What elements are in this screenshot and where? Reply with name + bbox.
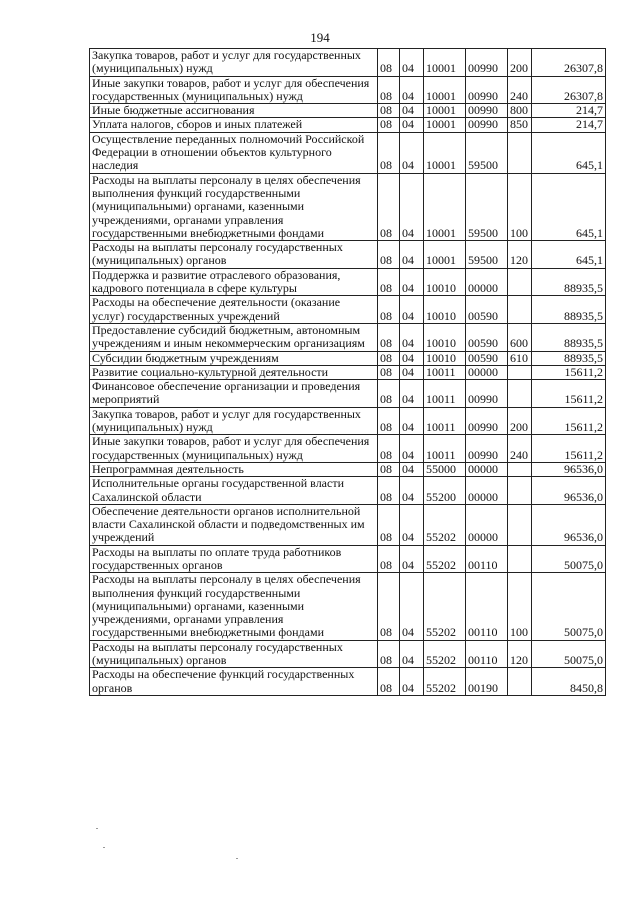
row-subsection-cell: 04: [400, 268, 424, 296]
row-direction-code-cell: 00990: [466, 435, 508, 463]
row-program-code-cell: 10011: [424, 435, 466, 463]
row-expense-type-cell: [508, 365, 532, 379]
row-direction-code-cell: 00110: [466, 573, 508, 640]
row-name-cell: Непрограммная деятельность: [90, 462, 378, 476]
row-amount-cell: 96536,0: [532, 504, 606, 545]
table-row: [90, 477, 606, 505]
row-section-cell: 08: [378, 173, 400, 240]
row-direction-code-cell: 00000: [466, 268, 508, 296]
row-program-code-cell: 10001: [424, 76, 466, 104]
row-amount-cell: 50075,0: [532, 640, 606, 668]
row-subsection-cell: 04: [400, 76, 424, 104]
row-amount-cell: 645,1: [532, 132, 606, 173]
row-program-code-cell: 10011: [424, 407, 466, 435]
row-subsection-cell: 04: [400, 477, 424, 505]
row-section-cell: 08: [378, 407, 400, 435]
row-amount-cell: 88935,5: [532, 296, 606, 324]
row-section-cell: 08: [378, 104, 400, 118]
row-expense-type-cell: [508, 462, 532, 476]
row-amount-cell: 15611,2: [532, 365, 606, 379]
row-amount-cell: 50075,0: [532, 545, 606, 573]
row-section-cell: 08: [378, 132, 400, 173]
row-direction-code-cell: 00990: [466, 118, 508, 132]
row-program-code-cell: 55202: [424, 668, 466, 696]
row-direction-code-cell: 00590: [466, 351, 508, 365]
row-subsection-cell: 04: [400, 668, 424, 696]
table-row: [90, 241, 606, 269]
table-row: [90, 323, 606, 351]
row-amount-cell: 96536,0: [532, 462, 606, 476]
row-name-cell: Расходы на выплаты персоналу государственных (муниципальных) органов: [90, 241, 378, 269]
row-expense-type-cell: [508, 504, 532, 545]
table-row: [90, 118, 606, 132]
row-amount-cell: 15611,2: [532, 380, 606, 408]
row-subsection-cell: 04: [400, 173, 424, 240]
row-name-cell: Расходы на выплаты персоналу в целях обеспечения выполнения функций государственными (муниципальными) органами, казенными учреждениями, органами управления государственными внебюджетными фондами: [90, 573, 378, 640]
row-program-code-cell: 10001: [424, 49, 466, 77]
row-direction-code-cell: 00190: [466, 668, 508, 696]
row-subsection-cell: 04: [400, 435, 424, 463]
row-amount-cell: 26307,8: [532, 76, 606, 104]
table-row: [90, 351, 606, 365]
row-section-cell: 08: [378, 296, 400, 324]
table-row: [90, 435, 606, 463]
scan-speck: [96, 828, 98, 829]
row-section-cell: 08: [378, 365, 400, 379]
row-section-cell: 08: [378, 118, 400, 132]
row-name-cell: Иные бюджетные ассигнования: [90, 104, 378, 118]
row-direction-code-cell: 59500: [466, 132, 508, 173]
row-section-cell: 08: [378, 573, 400, 640]
row-program-code-cell: 10001: [424, 241, 466, 269]
row-direction-code-cell: 00990: [466, 49, 508, 77]
page-number: 194: [310, 30, 330, 45]
row-section-cell: 08: [378, 668, 400, 696]
row-program-code-cell: 10011: [424, 365, 466, 379]
row-section-cell: 08: [378, 477, 400, 505]
row-expense-type-cell: 240: [508, 435, 532, 463]
row-program-code-cell: 10010: [424, 268, 466, 296]
budget-table-body: [90, 49, 606, 696]
budget-table: [89, 48, 606, 696]
row-subsection-cell: 04: [400, 545, 424, 573]
row-expense-type-cell: 100: [508, 173, 532, 240]
row-program-code-cell: 10010: [424, 351, 466, 365]
row-expense-type-cell: [508, 132, 532, 173]
row-name-cell: Иные закупки товаров, работ и услуг для обеспечения государственных (муниципальных) нужд: [90, 76, 378, 104]
table-row: [90, 407, 606, 435]
scan-speck: [236, 858, 238, 859]
row-name-cell: Расходы на обеспечение деятельности (оказание услуг) государственных учреждений: [90, 296, 378, 324]
row-expense-type-cell: 200: [508, 49, 532, 77]
row-expense-type-cell: 120: [508, 241, 532, 269]
table-row: [90, 545, 606, 573]
row-section-cell: 08: [378, 49, 400, 77]
row-subsection-cell: 04: [400, 296, 424, 324]
row-subsection-cell: 04: [400, 380, 424, 408]
table-row: [90, 76, 606, 104]
row-name-cell: Исполнительные органы государственной власти Сахалинской области: [90, 477, 378, 505]
row-direction-code-cell: 00990: [466, 380, 508, 408]
row-amount-cell: 645,1: [532, 173, 606, 240]
row-subsection-cell: 04: [400, 504, 424, 545]
row-name-cell: Финансовое обеспечение организации и проведения мероприятий: [90, 380, 378, 408]
row-direction-code-cell: 00110: [466, 545, 508, 573]
row-expense-type-cell: 200: [508, 407, 532, 435]
row-name-cell: Расходы на обеспечение функций государственных органов: [90, 668, 378, 696]
table-row: [90, 132, 606, 173]
row-subsection-cell: 04: [400, 132, 424, 173]
row-program-code-cell: 10001: [424, 118, 466, 132]
row-expense-type-cell: 850: [508, 118, 532, 132]
row-direction-code-cell: 00590: [466, 323, 508, 351]
row-section-cell: 08: [378, 640, 400, 668]
row-direction-code-cell: 00990: [466, 104, 508, 118]
row-expense-type-cell: [508, 668, 532, 696]
row-direction-code-cell: 00000: [466, 462, 508, 476]
row-program-code-cell: 55202: [424, 545, 466, 573]
row-program-code-cell: 10011: [424, 380, 466, 408]
row-section-cell: 08: [378, 462, 400, 476]
table-row: [90, 573, 606, 640]
row-subsection-cell: 04: [400, 407, 424, 435]
row-program-code-cell: 55202: [424, 573, 466, 640]
row-amount-cell: 88935,5: [532, 323, 606, 351]
row-direction-code-cell: 00990: [466, 76, 508, 104]
row-name-cell: Обеспечение деятельности органов исполнительной власти Сахалинской области и подведомственных им учреждений: [90, 504, 378, 545]
row-section-cell: 08: [378, 76, 400, 104]
row-name-cell: Осуществление переданных полномочий Российской Федерации в отношении объектов культурного наследия: [90, 132, 378, 173]
row-section-cell: 08: [378, 504, 400, 545]
row-name-cell: Поддержка и развитие отраслевого образования, кадрового потенциала в сфере культуры: [90, 268, 378, 296]
row-subsection-cell: 04: [400, 241, 424, 269]
row-program-code-cell: 10010: [424, 323, 466, 351]
table-row: [90, 668, 606, 696]
row-section-cell: 08: [378, 435, 400, 463]
row-direction-code-cell: 00000: [466, 365, 508, 379]
row-subsection-cell: 04: [400, 118, 424, 132]
row-name-cell: Закупка товаров, работ и услуг для государственных (муниципальных) нужд: [90, 49, 378, 77]
row-subsection-cell: 04: [400, 640, 424, 668]
row-amount-cell: 88935,5: [532, 268, 606, 296]
row-name-cell: Расходы на выплаты персоналу в целях обеспечения выполнения функций государственными (муниципальными) органами, казенными учреждениями, органами управления государственными внебюджетными фондами: [90, 173, 378, 240]
row-name-cell: Иные закупки товаров, работ и услуг для обеспечения государственных (муниципальных) нужд: [90, 435, 378, 463]
row-name-cell: Расходы на выплаты персоналу государственных (муниципальных) органов: [90, 640, 378, 668]
table-row: [90, 365, 606, 379]
row-expense-type-cell: 600: [508, 323, 532, 351]
row-program-code-cell: 55200: [424, 477, 466, 505]
row-expense-type-cell: 610: [508, 351, 532, 365]
row-amount-cell: 50075,0: [532, 573, 606, 640]
row-expense-type-cell: [508, 477, 532, 505]
row-direction-code-cell: 00590: [466, 296, 508, 324]
row-amount-cell: 8450,8: [532, 668, 606, 696]
row-subsection-cell: 04: [400, 462, 424, 476]
row-direction-code-cell: 00000: [466, 504, 508, 545]
row-expense-type-cell: 800: [508, 104, 532, 118]
table-row: [90, 104, 606, 118]
row-expense-type-cell: 240: [508, 76, 532, 104]
row-program-code-cell: 55202: [424, 504, 466, 545]
row-program-code-cell: 10001: [424, 104, 466, 118]
row-subsection-cell: 04: [400, 104, 424, 118]
row-name-cell: Развитие социально-культурной деятельности: [90, 365, 378, 379]
row-direction-code-cell: 59500: [466, 241, 508, 269]
row-name-cell: Субсидии бюджетным учреждениям: [90, 351, 378, 365]
row-amount-cell: 88935,5: [532, 351, 606, 365]
row-subsection-cell: 04: [400, 573, 424, 640]
row-expense-type-cell: [508, 380, 532, 408]
table-row: [90, 296, 606, 324]
row-amount-cell: 214,7: [532, 104, 606, 118]
row-section-cell: 08: [378, 268, 400, 296]
row-section-cell: 08: [378, 545, 400, 573]
row-subsection-cell: 04: [400, 323, 424, 351]
row-name-cell: Предоставление субсидий бюджетным, автономным учреждениям и иным некоммерческим организациям: [90, 323, 378, 351]
row-program-code-cell: 10010: [424, 296, 466, 324]
row-name-cell: Закупка товаров, работ и услуг для государственных (муниципальных) нужд: [90, 407, 378, 435]
row-subsection-cell: 04: [400, 49, 424, 77]
row-subsection-cell: 04: [400, 365, 424, 379]
row-expense-type-cell: [508, 545, 532, 573]
table-row: [90, 462, 606, 476]
row-subsection-cell: 04: [400, 351, 424, 365]
row-program-code-cell: 55000: [424, 462, 466, 476]
row-amount-cell: 15611,2: [532, 435, 606, 463]
row-section-cell: 08: [378, 241, 400, 269]
row-program-code-cell: 10001: [424, 132, 466, 173]
row-section-cell: 08: [378, 323, 400, 351]
table-row: [90, 640, 606, 668]
row-expense-type-cell: 120: [508, 640, 532, 668]
row-program-code-cell: 55202: [424, 640, 466, 668]
row-name-cell: Уплата налогов, сборов и иных платежей: [90, 118, 378, 132]
row-direction-code-cell: 00110: [466, 640, 508, 668]
row-amount-cell: 26307,8: [532, 49, 606, 77]
table-row: [90, 173, 606, 240]
row-direction-code-cell: 00000: [466, 477, 508, 505]
table-row: [90, 268, 606, 296]
row-expense-type-cell: [508, 296, 532, 324]
row-name-cell: Расходы на выплаты по оплате труда работников государственных органов: [90, 545, 378, 573]
table-row: [90, 380, 606, 408]
row-amount-cell: 15611,2: [532, 407, 606, 435]
row-section-cell: 08: [378, 351, 400, 365]
row-expense-type-cell: [508, 268, 532, 296]
scan-speck: [103, 847, 105, 848]
row-amount-cell: 214,7: [532, 118, 606, 132]
table-row: [90, 49, 606, 77]
row-amount-cell: 96536,0: [532, 477, 606, 505]
row-program-code-cell: 10001: [424, 173, 466, 240]
row-amount-cell: 645,1: [532, 241, 606, 269]
row-expense-type-cell: 100: [508, 573, 532, 640]
row-direction-code-cell: 00990: [466, 407, 508, 435]
row-direction-code-cell: 59500: [466, 173, 508, 240]
row-section-cell: 08: [378, 380, 400, 408]
table-row: [90, 504, 606, 545]
